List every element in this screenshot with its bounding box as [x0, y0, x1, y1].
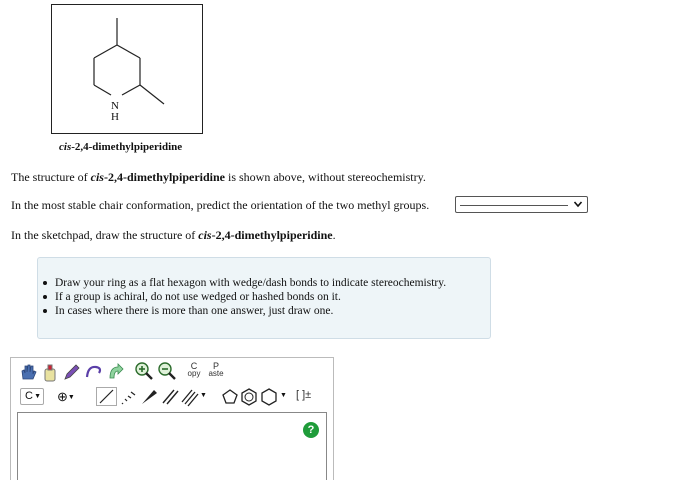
piperidine-structure	[52, 5, 204, 135]
zoom-out-icon[interactable]	[157, 361, 177, 381]
charge-tool[interactable]	[57, 388, 87, 405]
chevron-down-icon	[573, 199, 583, 209]
benzene-icon[interactable]	[240, 387, 258, 407]
hashed-bond-icon[interactable]	[118, 387, 138, 407]
paste-button[interactable]: P aste	[208, 361, 224, 378]
c2-methyl-bond	[140, 85, 164, 104]
rotate-icon[interactable]	[106, 362, 126, 382]
molecule-figure	[51, 4, 203, 134]
hydrogen-label: H	[111, 111, 119, 123]
cyclohexane-icon[interactable]	[260, 387, 278, 407]
triangle-down-icon[interactable]: ▼	[200, 392, 207, 399]
help-icon[interactable]: ?	[303, 422, 319, 438]
double-bond-icon[interactable]	[160, 387, 180, 407]
single-bond-icon[interactable]	[96, 387, 118, 407]
wedge-bond-icon[interactable]	[139, 387, 159, 407]
copy-button[interactable]: C opy	[187, 361, 201, 378]
hand-icon[interactable]	[18, 362, 38, 382]
instruction-item: In cases where there is more than one answer, just draw one.	[38, 304, 446, 318]
question-line-2: In the most stable chair conformation, predict the orientation of the two methyl groups.	[11, 198, 430, 212]
triangle-down-icon[interactable]: ▼	[280, 392, 287, 399]
instruction-item: If a group is achiral, do not use wedged or hashed bonds on it.	[38, 290, 446, 304]
carbon-label: C	[25, 390, 33, 402]
instruction-item: Draw your ring as a flat hexagon with wedge/dash bonds to indicate stereochemistry.	[38, 276, 446, 290]
figure-caption: cis-2,4-dimethylpiperidine	[59, 141, 183, 153]
lasso-select-icon[interactable]	[84, 362, 104, 382]
triple-bond-icon[interactable]	[180, 387, 200, 407]
erase-bottle-icon[interactable]	[40, 362, 60, 382]
pencil-icon[interactable]	[62, 362, 82, 382]
bracket-tool[interactable]: [ ]±	[296, 389, 312, 401]
question-line-3: In the sketchpad, draw the structure of cis-2,4-dimethylpiperidine.	[11, 228, 336, 242]
zoom-in-icon[interactable]	[134, 361, 154, 381]
triangle-down-icon: ▼	[67, 394, 75, 402]
select-placeholder-dash	[460, 205, 568, 206]
nitrogen-label: N	[111, 100, 119, 112]
orientation-select[interactable]	[455, 196, 588, 213]
cyclopentane-icon[interactable]	[221, 387, 239, 407]
plus-circle-icon: ⊕	[57, 389, 68, 404]
triangle-down-icon: ▼	[34, 393, 41, 400]
question-line-1: The structure of cis-2,4-dimethylpiperidine is shown above, without stereochemistry.	[11, 170, 426, 184]
instructions-list	[38, 276, 446, 318]
atom-selector[interactable]	[20, 388, 44, 405]
instructions-box	[37, 257, 491, 339]
drawing-canvas[interactable]	[17, 412, 327, 480]
